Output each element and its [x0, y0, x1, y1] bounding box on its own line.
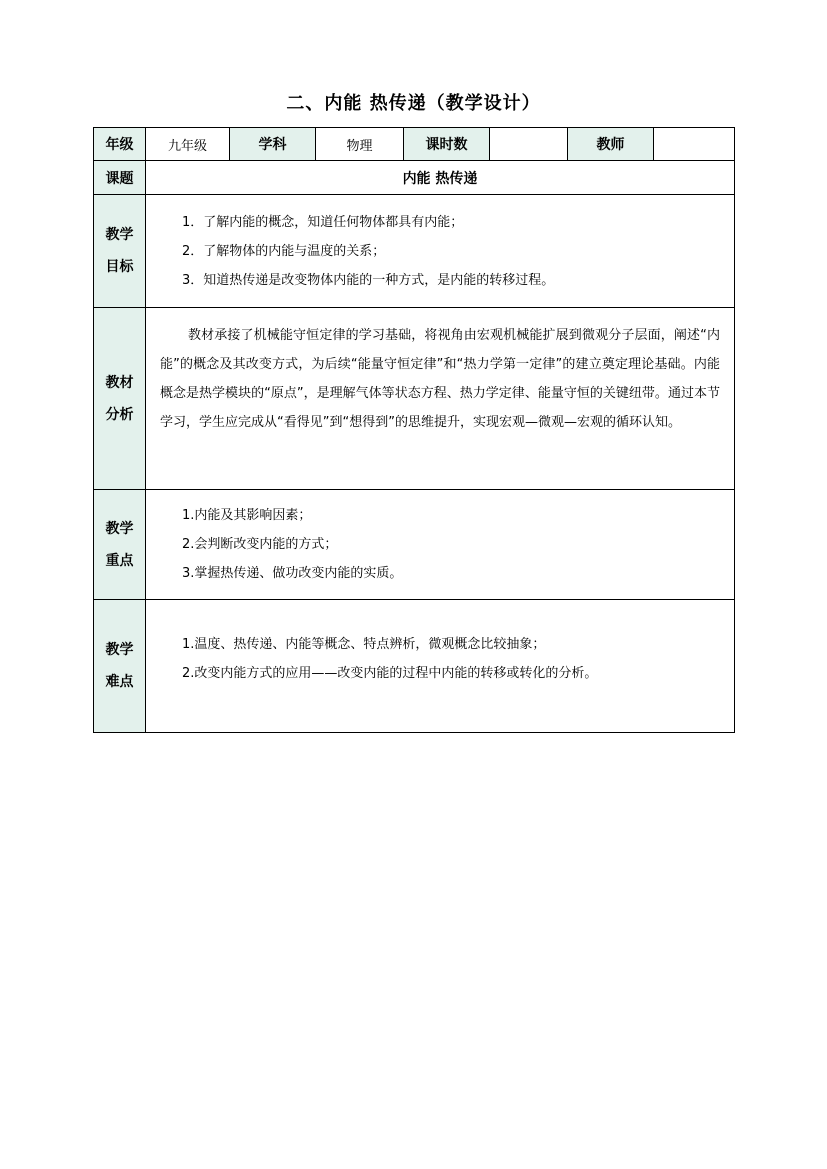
topic-row: [94, 161, 735, 195]
grade-value: 九年级: [146, 128, 230, 161]
key-points-row: [94, 490, 735, 600]
difficulties-content: [146, 600, 735, 733]
subject-value: 物理: [316, 128, 404, 161]
objectives-label: [94, 195, 146, 308]
teacher-label: 教师: [568, 128, 654, 161]
hours-label: 课时数: [404, 128, 490, 161]
difficulty-item: 2.改变内能方式的应用——改变内能的过程中内能的转移或转化的分析。: [182, 666, 598, 681]
lesson-plan-table: [93, 127, 735, 733]
grade-label: 年级: [94, 128, 146, 161]
key-points-label: [94, 490, 146, 600]
analysis-paragraph: 教材承接了机械能守恒定律的学习基础，将视角由宏观机械能扩展到微观分子层面，阐述“内能”的概念及其改变方式，为后续“能量守恒定律”和“热力学第一定律”的建立奠定理论基础。内能概念是热学模块的“原点”，是理解气体等状态方程、热力学定律、能量守恒的关键纽带。通过本节学习，学生应完成从“看得见”到“想得到”的思维提升，实现宏观—微观—宏观的循环认知。: [160, 328, 720, 430]
analysis-label-line-2: 分析: [105, 406, 134, 423]
key-points-label-line-1: 教学: [105, 520, 134, 537]
key-point-item: 2.会判断改变内能的方式；: [182, 537, 338, 552]
objectives-row: [94, 195, 735, 308]
analysis-label-line-1: 教材: [105, 374, 134, 391]
subject-label: 学科: [230, 128, 316, 161]
objective-item: 3．知道热传递是改变物体内能的一种方式，是内能的转移过程。: [182, 272, 555, 288]
objectives-label-line-1: 教学: [105, 227, 134, 243]
objectives-label-line-2: 目标: [105, 259, 134, 275]
objective-item: 1．了解内能的概念，知道任何物体都具有内能；: [182, 214, 464, 230]
key-point-item: 1.内能及其影响因素；: [182, 508, 312, 523]
hours-value: [490, 128, 568, 161]
analysis-content: [146, 308, 735, 490]
key-points-content: [146, 490, 735, 600]
objectives-content: [146, 195, 735, 308]
analysis-label: [94, 308, 146, 490]
topic-value: 内能 热传递: [146, 161, 735, 195]
topic-label: 课题: [94, 161, 146, 195]
difficulties-row: [94, 600, 735, 733]
objective-item: 2．了解物体的内能与温度的关系；: [182, 243, 386, 259]
teacher-value: [654, 128, 735, 161]
difficulties-label: [94, 600, 146, 733]
difficulty-item: 1.温度、热传递、内能等概念、特点辨析，微观概念比较抽象；: [182, 637, 546, 652]
key-point-item: 3.掌握热传递、做功改变内能的实质。: [182, 566, 403, 581]
header-row: [94, 128, 735, 161]
analysis-row: [94, 308, 735, 490]
document-title: 二、内能 热传递（教学设计）: [286, 93, 541, 114]
key-points-label-line-2: 重点: [105, 552, 134, 569]
difficulties-label-line-2: 难点: [105, 674, 134, 690]
difficulties-label-line-1: 教学: [105, 642, 134, 658]
